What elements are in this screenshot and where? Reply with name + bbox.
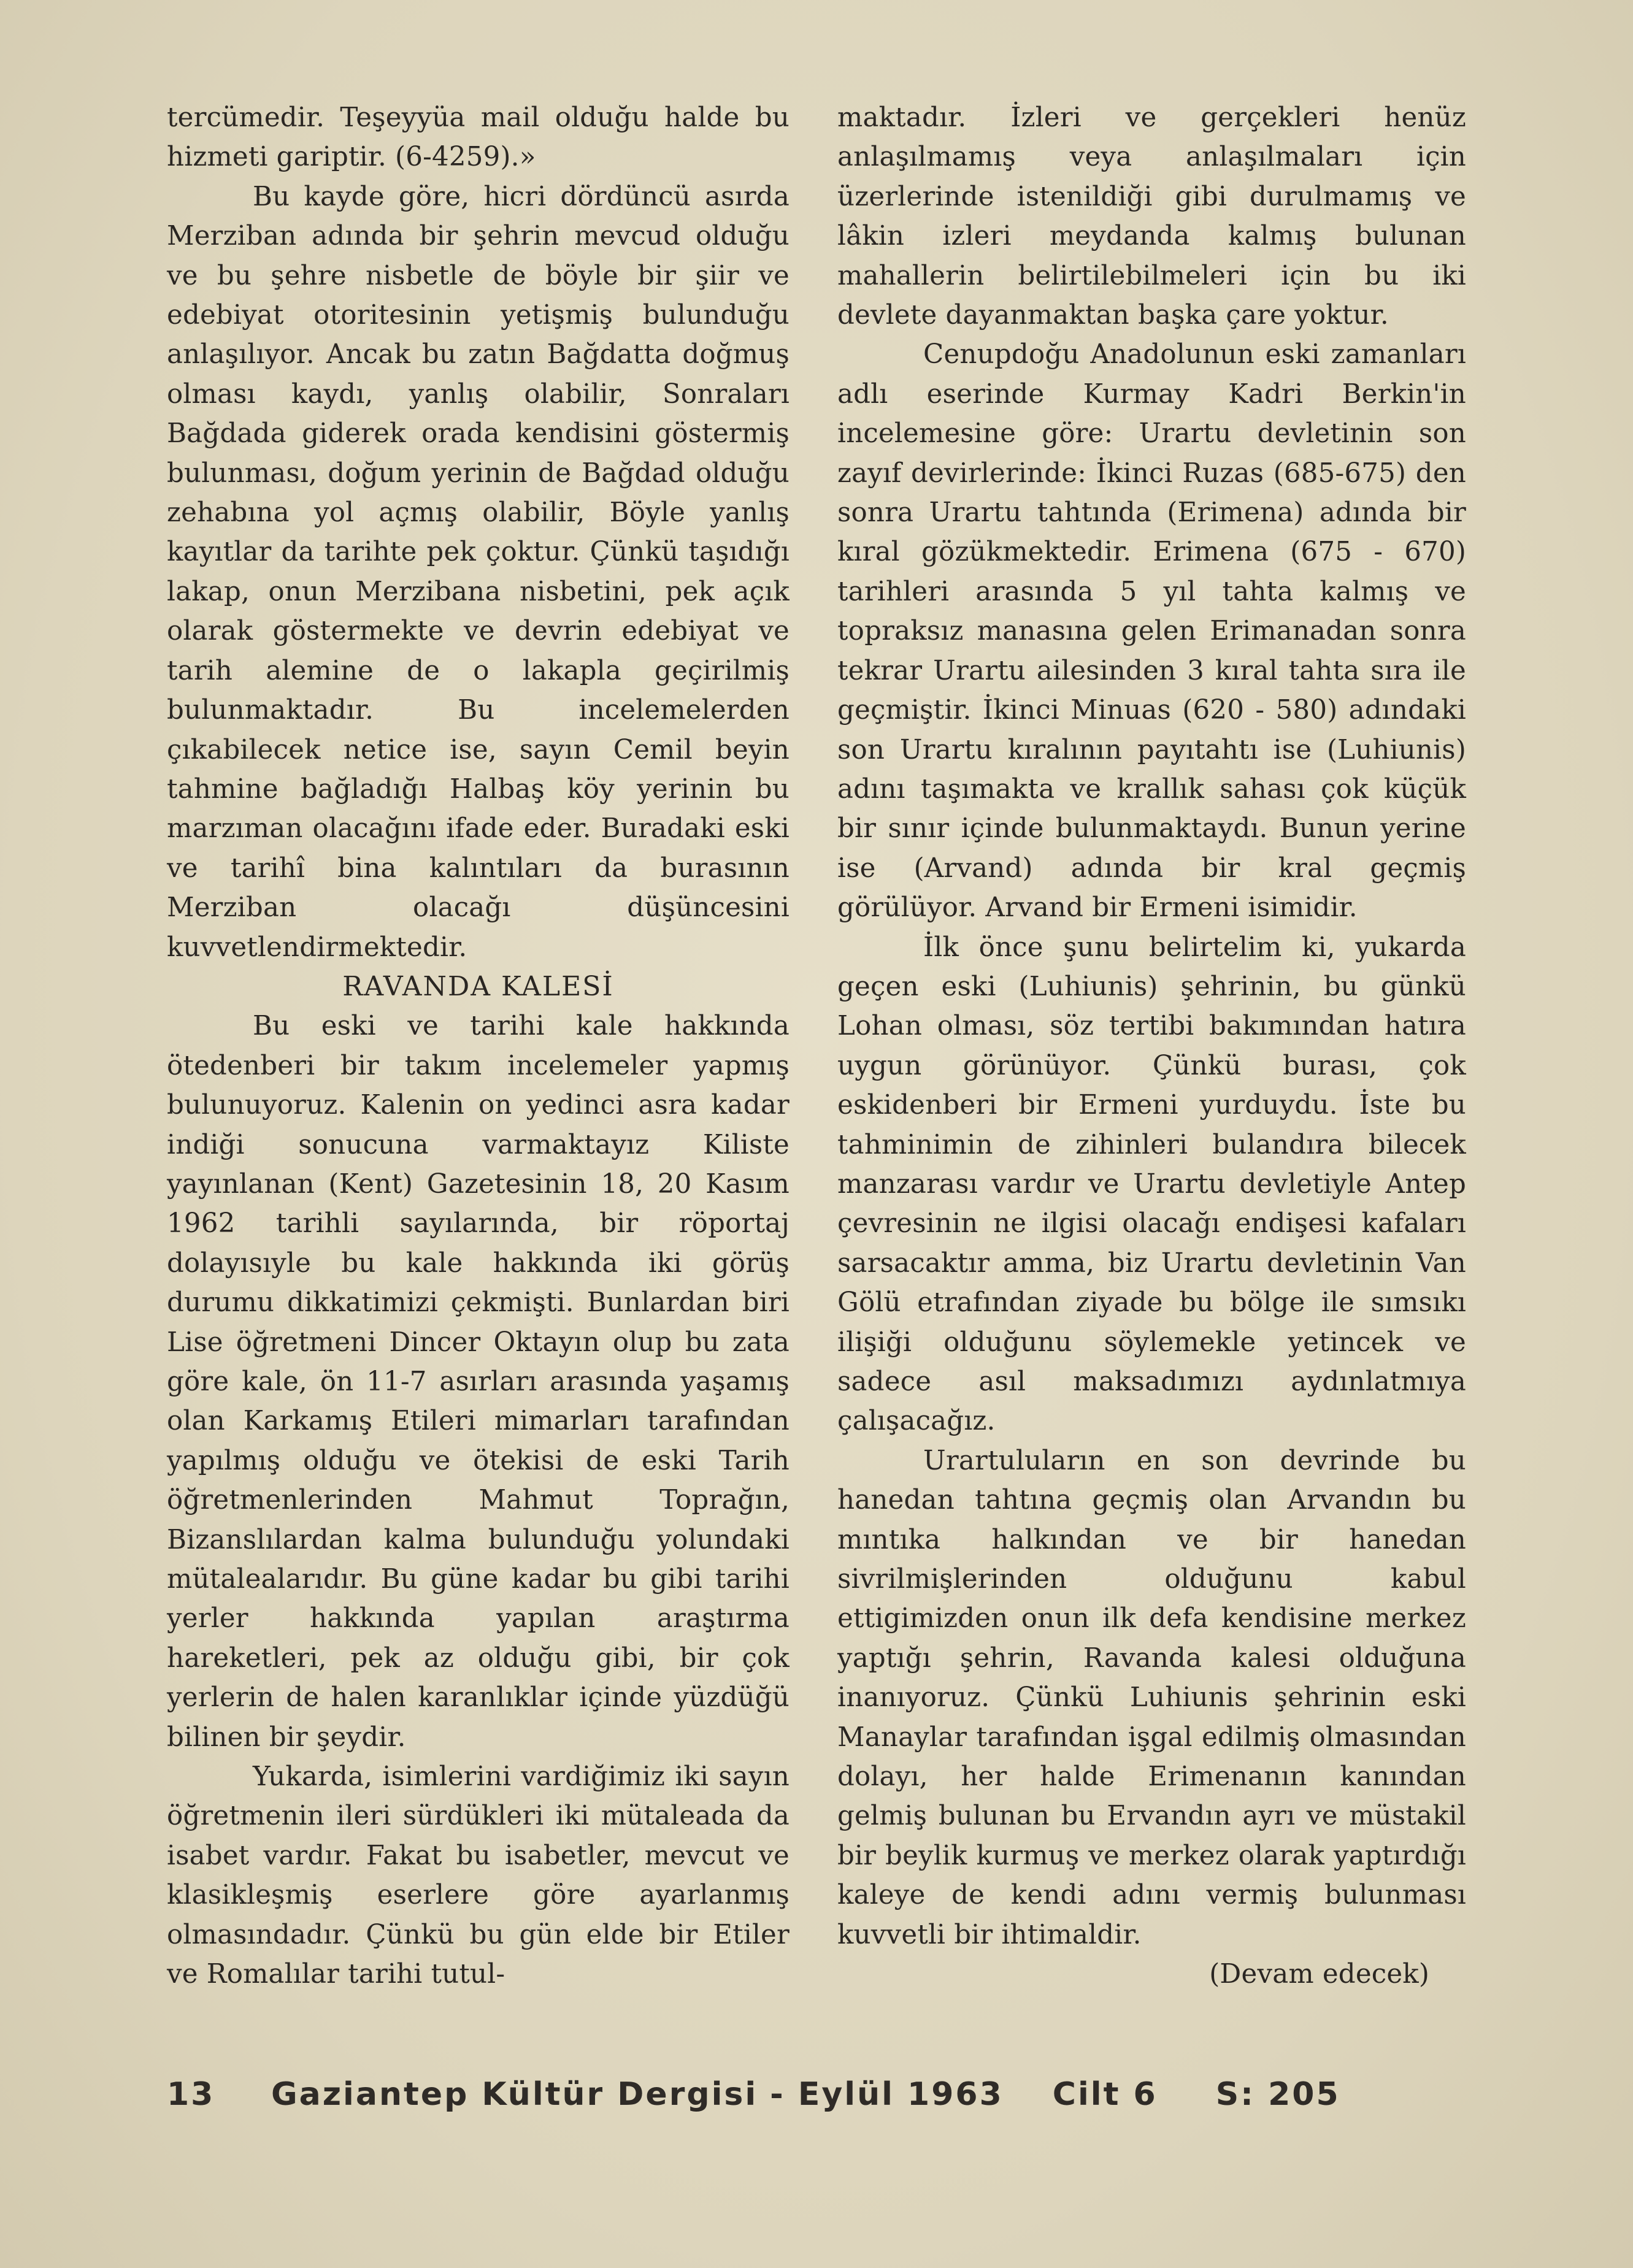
right-paragraph-4: Urartuluların en son devrinde bu hanedan tahtına geçmiş olan Arvandın bu mıntıka halkından ve bir hanedan sivrilmişlerinden olduğunu kabul ettigimizden onun ilk defa kendisine merkez yaptığı şehrin, Ravanda kalesi olduğuna inanıyoruz. Çünkü Luhiunis şehrinin eski Manaylar tarafından işgal edilmiş olmasından dolayı, her halde Erimenanın kanından gelmiş bulunan bu Ervandın ayrı ve müstakil bir beylik kurmuş ve merkez olarak yaptırdığı kaleye de kendi adını vermiş bulunması kuvvetli bir ihtimaldir. — [837, 1445, 1466, 1950]
left-column — [167, 98, 790, 1994]
issue-number: S: 205 — [1215, 2076, 1340, 2113]
right-column — [837, 98, 1466, 1994]
page-number: 13 — [167, 2076, 215, 2113]
right-paragraph-1: maktadır. İzleri ve gerçekleri henüz anlaşılmamış veya anlaşılmaları için üzerlerinde istenildiği gibi durulmamış ve lâkin izleri meydanda kalmış bulunan mahallerin belirtilebilmeleri için bu iki devlete dayanmaktan başka çare yoktur. — [837, 102, 1466, 331]
page-footer — [167, 2076, 1455, 2131]
section-heading: RAVANDA KALESİ — [342, 970, 614, 1002]
right-paragraph-3: İlk önce şunu belirtelim ki, yukarda geçen eski (Luhiunis) şehrinin, bu günkü Lohan olması, söz tertibi bakımından hatıra uygun görünüyor. Çünkü burası, çok eskidenberi bir Ermeni yurduydu. İste bu tahminimin de zihinleri bulandıra bilecek manzarası vardır ve Urartu devletiyle Antep çevresinin ne ilgisi olacağı endişesi kafaları sarsacaktır amma, biz Urartu devletinin Van Gölü etrafından ziyade bu bölge ile sımsıkı ilişiği olduğunu söylemekle yetincek ve sadece asıl maksadımızı aydınlatmıya çalışacağız. — [837, 932, 1466, 1437]
continuation-note: (Devam edecek) — [1209, 1959, 1429, 1990]
volume-number: Cilt 6 — [1052, 2076, 1158, 2113]
left-paragraph-4: Yukarda, isimlerini vardiğimiz iki sayın öğretmenin ileri sürdükleri iki mütaleada da isabet vardır. Fakat bu isabetler, mevcut ve klasikleşmiş eserlere göre ayarlanmış olmasındadır. Çünkü bu gün elde bir Etiler ve Romalılar tarihi tutul- — [167, 1761, 790, 1990]
left-paragraph-1: tercümedir. Teşeyyüa mail olduğu halde bu hizmeti gariptir. (6-4259).» — [167, 102, 790, 173]
left-paragraph-3: Bu eski ve tarihi kale hakkında ötedenberi bir takım incelemeler yapmış bulunuyoruz. Kalenin on yedinci asra kadar indiği sonucuna varmaktayız Kiliste yayınlanan (Kent) Gazetesinin 18, 20 Kasım 1962 tarihli sayılarında, bir röportaj dolayısıyle bu kale hakkında iki görüş durumu dikkatimizi çekmişti. Bunlardan biri Lise öğretmeni Dincer Oktayın olup bu zata göre kale, ön 11-7 asırları arasında yaşamış olan Karkamış Etileri mimarları tarafından yapılmış olduğu ve ötekisi de eski Tarih öğretmenlerinden Mahmut Toprağın, Bizanslılardan kalma bulunduğu yolundaki mütalealarıdır. Bu güne kadar bu gibi tarihi yerler hakkında yapılan araştırma hareketleri, pek az olduğu gibi, bir çok yerlerin de halen karanlıklar içinde yüzdüğü bilinen bir şeydir. — [167, 1011, 790, 1753]
left-paragraph-2: Bu kayde göre, hicri dördüncü asırda Merziban adında bir şehrin mevcud olduğu ve bu şehre nisbetle de böyle bir şiir ve edebiyat otoritesinin yetişmiş bulunduğu anlaşılıyor. Ancak bu zatın Bağdatta doğmuş olması kaydı, yanlış olabilir, Sonraları Bağdada giderek orada kendisini göstermiş bulunması, doğum yerinin de Bağdad olduğu zehabına yol açmış olabilir, Böyle yanlış kayıtlar da tarihte pek çoktur. Çünkü taşıdığı lakap, onun Merzibana nisbetini, pek açık olarak göstermekte ve devrin edebiyat ve tarih alemine de o lakapla geçirilmiş bulunmaktadır. Bu incelemelerden çıkabilecek netice ise, sayın Cemil beyin tahmine bağladığı Halbaş köy yerinin bu marzıman olacağını ifade eder. Buradaki eski ve tarihî bina kalıntıları da burasının Merziban olacağı düşüncesini kuvvetlendirmektedir. — [167, 181, 790, 963]
right-paragraph-2: Cenupdoğu Anadolunun eski zamanları adlı eserinde Kurmay Kadri Berkin'in incelemesine göre: Urartu devletinin son zayıf devirlerinde: İkinci Ruzas (685-675) den sonra Urartu tahtında (Erimena) adında bir kıral gözükmektedir. Erimena (675 - 670) tarihleri arasında 5 yıl tahta kalmış ve topraksız manasına gelen Erimanadan sonra tekrar Urartu ailesinden 3 kıral tahta sıra ile geçmiştir. İkinci Minuas (620 - 580) adındaki son Urartu kıralının payıtahtı ise (Luhiunis) adını taşımakta ve krallık sahası çok küçük bir sınır içinde bulunmaktaydı. Bunun yerine ise (Arvand) adında bir kral geçmiş görülüyor. Arvand bir Ermeni isimidir. — [837, 339, 1466, 924]
journal-name: Gaziantep Kültür Dergisi — [271, 2076, 758, 2113]
issue-date: - Eylül 1963 — [770, 2076, 1004, 2113]
